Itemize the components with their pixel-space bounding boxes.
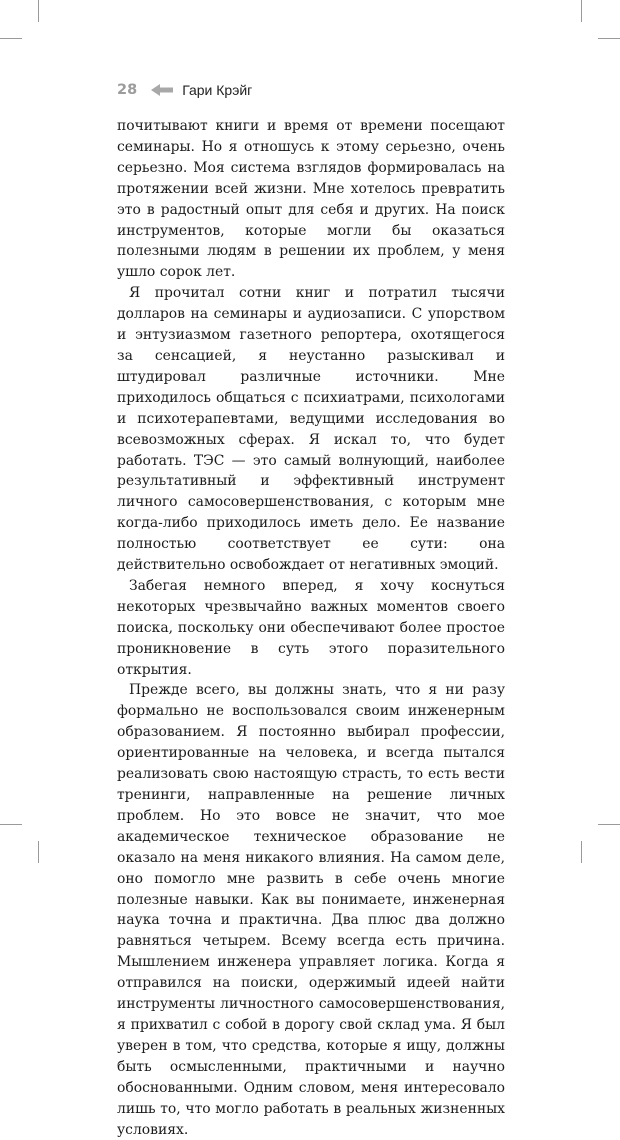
crop-mark: [38, 841, 39, 863]
crop-mark: [581, 0, 582, 22]
paragraph: Забегая немного вперед, я хочу коснуться некоторых чрезвычайно важных моментов своего поиска, поскольку они обеспечивают более простое проникновение в суть этого поразительного открытия.: [117, 577, 505, 678]
paragraph: почитывают книги и время от времени посещают семинары. Но я отношусь к этому серьезно, очень серьезно. Моя система взглядов формировалась на протяжении всей жизни. Мне хотелось превратить это в радостный опыт для себя и других. На поиск инструментов, которые могли бы оказаться полезными людям в решении их проблем, у меня ушло сорок лет.: [117, 118, 505, 281]
crop-mark: [598, 824, 620, 825]
running-header: [117, 80, 252, 100]
paragraph: Я прочитал сотни книг и потратил тысячи долларов на семинары и аудиозаписи. С упорством и энтузиазмом газетного репортера, охотящегося за сенсацией, я неустанно разыскивал и штудировал различные источники. Мне приходилось общаться с психиатрами, психологами и психотерапевтами, ведущими исследования во всевозможных сферах. Я искал то, что будет работать. ТЭС — это самый волнующий, наиболее результативный и эффективный инструмент личного самосовершенствования, с которым мне когда-либо приходилось иметь дело. Ее название полностью соответствует ее сути: она действительно освобождает от негативных эмоций.: [117, 285, 505, 574]
paragraph: Прежде всего, вы должны знать, что я ни разу формально не воспользовался своим инженерным образованием. Я постоянно выбирал профессии, ориентированные на человека, и всегда пытался реализовать свою настоящую страсть, то есть вести тренинги, направленные на решение личных проблем. Но это вовсе не значит, что мое академическое техническое образование не оказало на меня никакого влияния. На самом деле, оно помогло мне развить в себе очень многие полезные навыки. Как вы понимаете, инженерная наука точна и практична. Два плюс два должно равняться четырем. Всему всегда есть причина. Мышлением инженера управляет логика. Когда я отправился на поиски, одержимый идеей найти инструменты личностного самосовершенствования, я прихватил с собой в дорогу свой склад ума. Я был уверен в том, что средства, которые я ищу, должны быть осмысленными, практичными и научно обоснованными. Одним словом, меня интересовало лишь то, что могло работать в реальных жизненных условиях.: [117, 682, 505, 1138]
arrow-left-icon: [151, 84, 173, 96]
crop-mark: [598, 38, 620, 39]
page-number: 28: [117, 82, 138, 98]
crop-mark: [38, 0, 39, 22]
author-name: Гари Крэйг: [182, 82, 253, 98]
body-text: [117, 116, 505, 1140]
crop-mark: [581, 841, 582, 863]
crop-mark: [0, 38, 22, 39]
crop-mark: [0, 824, 22, 825]
